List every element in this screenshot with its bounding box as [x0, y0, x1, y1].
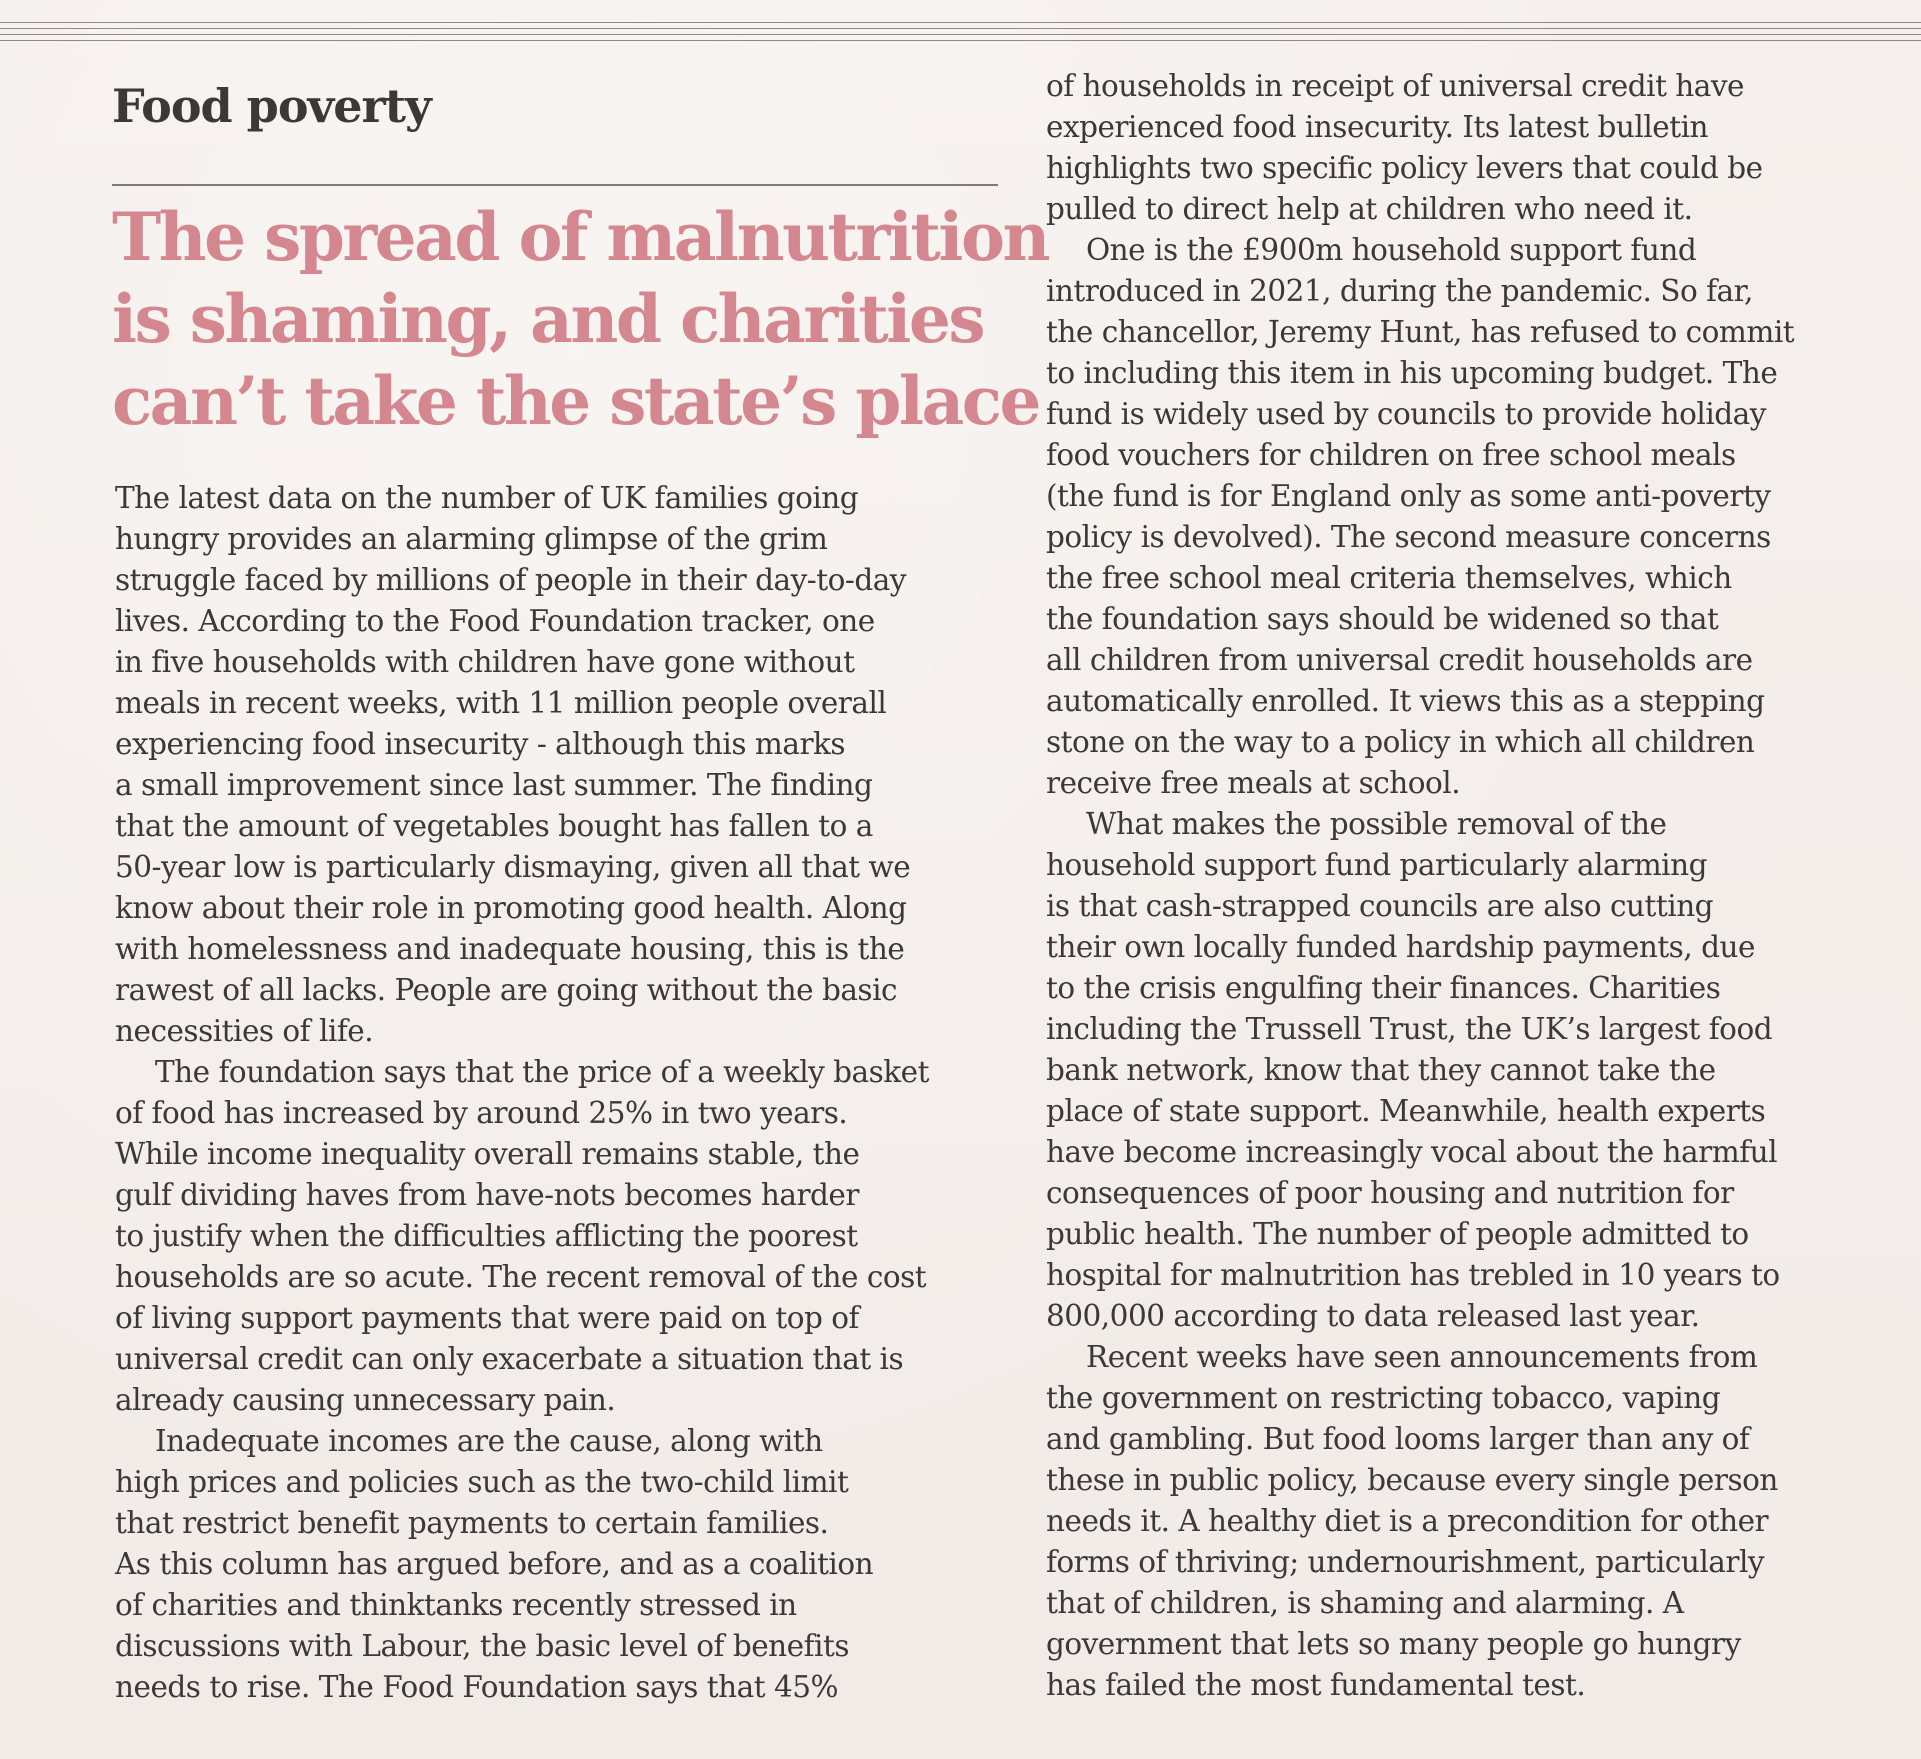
text-line: gulf dividing haves from have-nots becomes harder — [115, 1178, 859, 1212]
text-line: that of children, is shaming and alarming. A — [1046, 1586, 1684, 1620]
text-line: with homelessness and inadequate housing, this is the — [115, 932, 905, 966]
text-line: receive free meals at school. — [1046, 766, 1461, 800]
text-line: in five households with children have gone without — [115, 645, 855, 679]
text-line: 800,000 according to data released last year. — [1046, 1299, 1700, 1333]
text-line: lives. According to the Food Foundation tracker, one — [115, 604, 875, 638]
text-line: and gambling. But food looms larger than any of — [1046, 1422, 1750, 1456]
text-line: these in public policy, because every single person — [1046, 1463, 1778, 1497]
text-line: government that lets so many people go hungry — [1046, 1627, 1741, 1661]
text-line: experiencing food insecurity - although this marks — [115, 727, 846, 761]
text-line: discussions with Labour, the basic level of benefits — [115, 1629, 849, 1663]
text-line: forms of thriving; undernourishment, particularly — [1046, 1545, 1765, 1579]
text-line: hungry provides an alarming glimpse of the grim — [115, 522, 828, 556]
text-line: public health. The number of people admitted to — [1046, 1217, 1749, 1251]
text-line: household support fund particularly alarming — [1046, 848, 1707, 882]
text-line: high prices and policies such as the two-child limit — [115, 1465, 849, 1499]
text-line: of charities and thinktanks recently stressed in — [115, 1588, 797, 1622]
text-line: that restrict benefit payments to certain families. — [115, 1506, 829, 1540]
text-line: As this column has argued before, and as a coalition — [115, 1547, 874, 1581]
text-line: is that cash-strapped councils are also cutting — [1046, 889, 1714, 923]
text-line: The foundation says that the price of a weekly basket — [155, 1055, 929, 1089]
text-line: policy is devolved). The second measure concerns — [1046, 520, 1771, 554]
text-line: a small improvement since last summer. The finding — [115, 768, 873, 802]
headline — [112, 196, 1048, 442]
text-line: the foundation says should be widened so that — [1046, 602, 1719, 636]
text-line: 50-year low is particularly dismaying, given all that we — [115, 850, 911, 884]
text-line: that the amount of vegetables bought has fallen to a — [115, 809, 873, 843]
text-line: automatically enrolled. It views this as a stepping — [1046, 684, 1765, 718]
text-line: rawest of all lacks. People are going without the basic — [115, 973, 898, 1007]
text-line: needs to rise. The Food Foundation says that 45% — [115, 1670, 839, 1704]
text-line: necessities of life. — [115, 1014, 374, 1048]
text-line: already causing unnecessary pain. — [115, 1383, 616, 1417]
text-line: While income inequality overall remains stable, the — [115, 1137, 860, 1171]
text-line: needs it. A healthy diet is a precondition for other — [1046, 1504, 1769, 1538]
text-line: to the crisis engulfing their finances. Charities — [1046, 971, 1721, 1005]
text-line: highlights two specific policy levers that could be — [1046, 151, 1763, 185]
text-line: know about their role in promoting good health. Along — [115, 891, 907, 925]
text-line: The latest data on the number of UK families going — [115, 481, 859, 515]
text-line: their own locally funded hardship payments, due — [1046, 930, 1755, 964]
headline-line: can’t take the state’s place — [112, 362, 1039, 440]
section-kicker: Food poverty — [112, 79, 431, 133]
text-line: place of state support. Meanwhile, health experts — [1046, 1094, 1766, 1128]
headline-line: The spread of malnutrition — [112, 198, 1048, 276]
text-line: stone on the way to a policy in which all children — [1046, 725, 1755, 759]
text-line: meals in recent weeks, with 11 million people overall — [115, 686, 887, 720]
text-line: the government on restricting tobacco, vaping — [1046, 1381, 1721, 1415]
headline-line: is shaming, and charities — [112, 280, 983, 358]
text-line: struggle faced by millions of people in their day-to-day — [115, 563, 906, 597]
text-line: One is the £900m household support fund — [1086, 233, 1697, 267]
text-line: (the fund is for England only as some anti-poverty — [1046, 479, 1771, 513]
text-line: of households in receipt of universal credit have — [1046, 69, 1745, 103]
text-line: the free school meal criteria themselves, which — [1046, 561, 1732, 595]
text-line: fund is widely used by councils to provide holiday — [1046, 397, 1766, 431]
text-line: has failed the most fundamental test. — [1046, 1668, 1586, 1702]
text-line: all children from universal credit households are — [1046, 643, 1753, 677]
text-line: introduced in 2021, during the pandemic. So far, — [1046, 274, 1753, 308]
text-line: Recent weeks have seen announcements from — [1086, 1340, 1758, 1374]
article-column-left — [115, 478, 1015, 1708]
text-line: have become increasingly vocal about the harmful — [1046, 1135, 1778, 1169]
text-line: hospital for malnutrition has trebled in 10 years to — [1046, 1258, 1780, 1292]
text-line: bank network, know that they cannot take the — [1046, 1053, 1716, 1087]
headline-rule — [112, 184, 998, 186]
text-line: including the Trussell Trust, the UK’s largest food — [1046, 1012, 1773, 1046]
text-line: experienced food insecurity. Its latest bulletin — [1046, 110, 1709, 144]
article-column-right — [1046, 66, 1916, 1706]
text-line: the chancellor, Jeremy Hunt, has refused to commit — [1046, 315, 1795, 349]
text-line: of living support payments that were paid on top of — [115, 1301, 859, 1335]
text-line: consequences of poor housing and nutrition for — [1046, 1176, 1734, 1210]
text-line: households are so acute. The recent removal of the cost — [115, 1260, 927, 1294]
text-line: pulled to direct help at children who need it. — [1046, 192, 1693, 226]
text-line: to including this item in his upcoming budget. The — [1046, 356, 1778, 390]
text-line: of food has increased by around 25% in two years. — [115, 1096, 848, 1130]
text-line: to justify when the difficulties afflicting the poorest — [115, 1219, 858, 1253]
top-rules — [0, 22, 1921, 62]
text-line: What makes the possible removal of the — [1086, 807, 1667, 841]
text-line: universal credit can only exacerbate a situation that is — [115, 1342, 904, 1376]
text-line: Inadequate incomes are the cause, along with — [155, 1424, 823, 1458]
text-line: food vouchers for children on free school meals — [1046, 438, 1736, 472]
